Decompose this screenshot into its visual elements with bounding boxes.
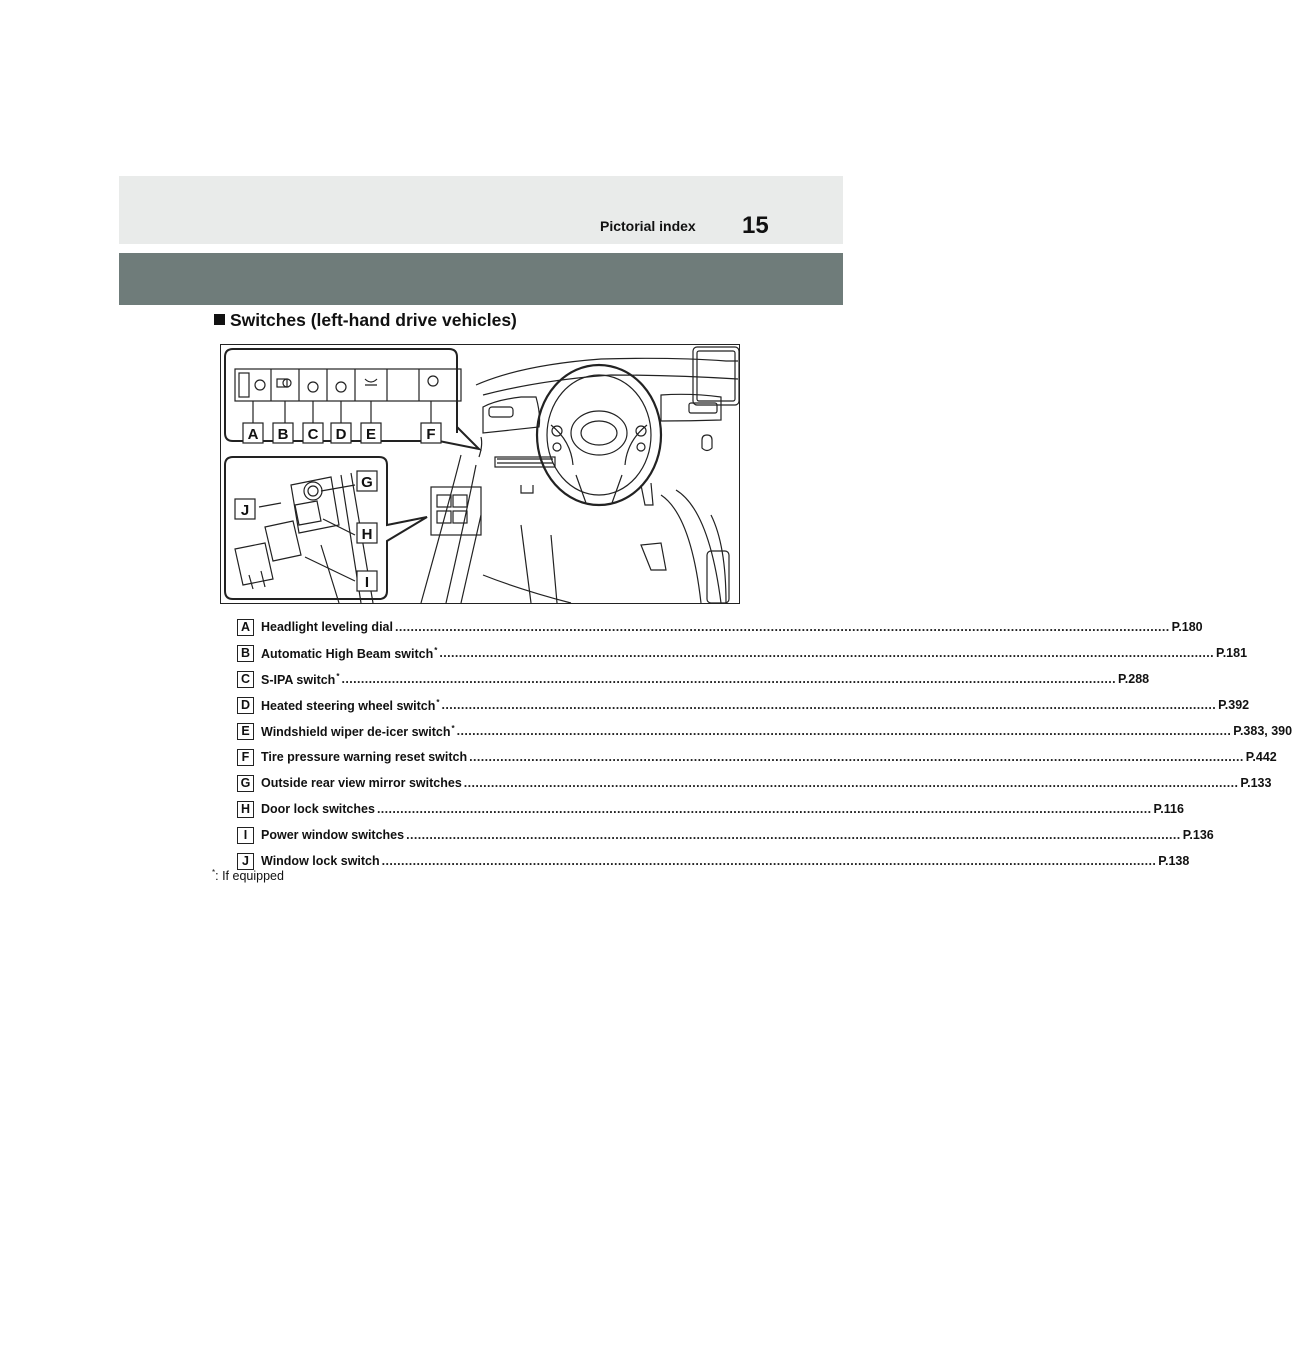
item-page-ref[interactable]: P.288 (1118, 672, 1150, 686)
list-item (237, 744, 1277, 770)
list-item (237, 718, 1292, 744)
switch-location-illustration (220, 344, 740, 604)
item-label (261, 672, 339, 687)
item-page-ref[interactable]: P.136 (1182, 828, 1214, 842)
footnote (212, 868, 284, 883)
item-label-text: S-IPA switch (261, 672, 336, 687)
callout-label-d: D (335, 426, 347, 443)
item-letter-badge: D (237, 697, 254, 714)
list-item (237, 640, 1248, 666)
asterisk-mark: * (336, 671, 340, 681)
section-title-text: Switches (left-hand drive vehicles) (230, 310, 517, 330)
page-number: 15 (742, 212, 769, 239)
callout-label-f: F (426, 426, 436, 443)
list-item (237, 770, 1272, 796)
item-page-ref[interactable]: P.180 (1171, 620, 1203, 634)
dot-leader: ........................................................................................................................................................................................................ (463, 776, 1239, 790)
list-item (237, 614, 1203, 640)
dot-leader: ........................................................................................................................................................................................................ (441, 698, 1217, 712)
header-band-dark (119, 253, 843, 305)
callout-label-g: G (361, 474, 373, 491)
callout-label-i: I (364, 574, 370, 591)
asterisk-mark: * (436, 697, 440, 707)
item-page-ref[interactable]: P.392 (1218, 698, 1250, 712)
list-item (237, 848, 1190, 874)
header-band-light (119, 176, 843, 244)
item-letter-badge: F (237, 749, 254, 766)
dot-leader: ........................................................................................................................................................................................................ (394, 620, 1170, 634)
dot-leader: ........................................................................................................................................................................................................ (381, 854, 1157, 868)
item-page-ref[interactable]: P.138 (1158, 854, 1190, 868)
item-label-text: Tire pressure warning reset switch (261, 750, 468, 764)
dot-leader: ........................................................................................................................................................................................................ (439, 646, 1214, 660)
item-page-ref[interactable]: P.383, 390 (1233, 724, 1292, 738)
callout-label-b: B (277, 426, 289, 443)
item-label-text: Windshield wiper de-icer switch (261, 724, 451, 739)
item-label (261, 854, 380, 868)
item-label-text: Door lock switches (261, 802, 375, 816)
item-page-ref[interactable]: P.442 (1245, 750, 1277, 764)
bullet-square-icon (214, 314, 225, 325)
dot-leader: ........................................................................................................................................................................................................ (469, 750, 1244, 764)
list-item (237, 822, 1214, 848)
dot-leader: ........................................................................................................................................................................................................ (341, 672, 1117, 686)
item-letter-badge: H (237, 801, 254, 818)
item-letter-badge: A (237, 619, 254, 636)
list-item (237, 796, 1184, 822)
item-label-text: Window lock switch (261, 854, 380, 868)
item-label-text: Automatic High Beam switch (261, 646, 434, 661)
item-page-ref[interactable]: P.116 (1153, 802, 1184, 816)
list-item (237, 692, 1250, 718)
callout-label-a: A (247, 426, 259, 443)
item-label-text: Power window switches (261, 828, 405, 842)
item-page-ref[interactable]: P.181 (1215, 646, 1248, 660)
list-item (237, 666, 1150, 692)
item-letter-badge: I (237, 827, 254, 844)
header-section-title: Pictorial index (600, 218, 696, 234)
item-letter-badge: E (237, 723, 254, 740)
asterisk-mark: * (451, 723, 455, 733)
item-letter-badge: J (237, 853, 254, 870)
item-label (261, 750, 467, 764)
asterisk-mark: * (434, 645, 438, 655)
item-letter-badge: B (237, 645, 254, 662)
illustration-svg (221, 345, 739, 603)
item-label (261, 698, 439, 713)
item-label (261, 828, 404, 842)
item-page-ref[interactable]: P.133 (1240, 776, 1272, 790)
dot-leader: ........................................................................................................................................................................................................ (406, 828, 1181, 842)
dot-leader: ........................................................................................................................................................................................................ (456, 724, 1232, 738)
item-letter-badge: C (237, 671, 254, 688)
item-label (261, 620, 393, 634)
item-label (261, 724, 455, 739)
callout-label-h: H (361, 526, 373, 543)
item-label-text: Headlight leveling dial (261, 620, 393, 634)
footnote-mark: * (212, 868, 216, 877)
footnote-text: : If equipped (215, 869, 284, 883)
dot-leader: ........................................................................................................................................................................................................ (376, 802, 1152, 816)
item-label (261, 802, 375, 816)
item-label (261, 776, 462, 790)
switch-index-list (237, 614, 1292, 874)
item-label-text: Heated steering wheel switch (261, 698, 436, 713)
callout-label-e: E (365, 426, 377, 443)
callout-label-c: C (307, 426, 319, 443)
item-label (261, 646, 437, 661)
item-label-text: Outside rear view mirror switches (261, 776, 462, 790)
section-title (214, 310, 517, 331)
callout-label-j: J (240, 502, 250, 519)
item-letter-badge: G (237, 775, 254, 792)
